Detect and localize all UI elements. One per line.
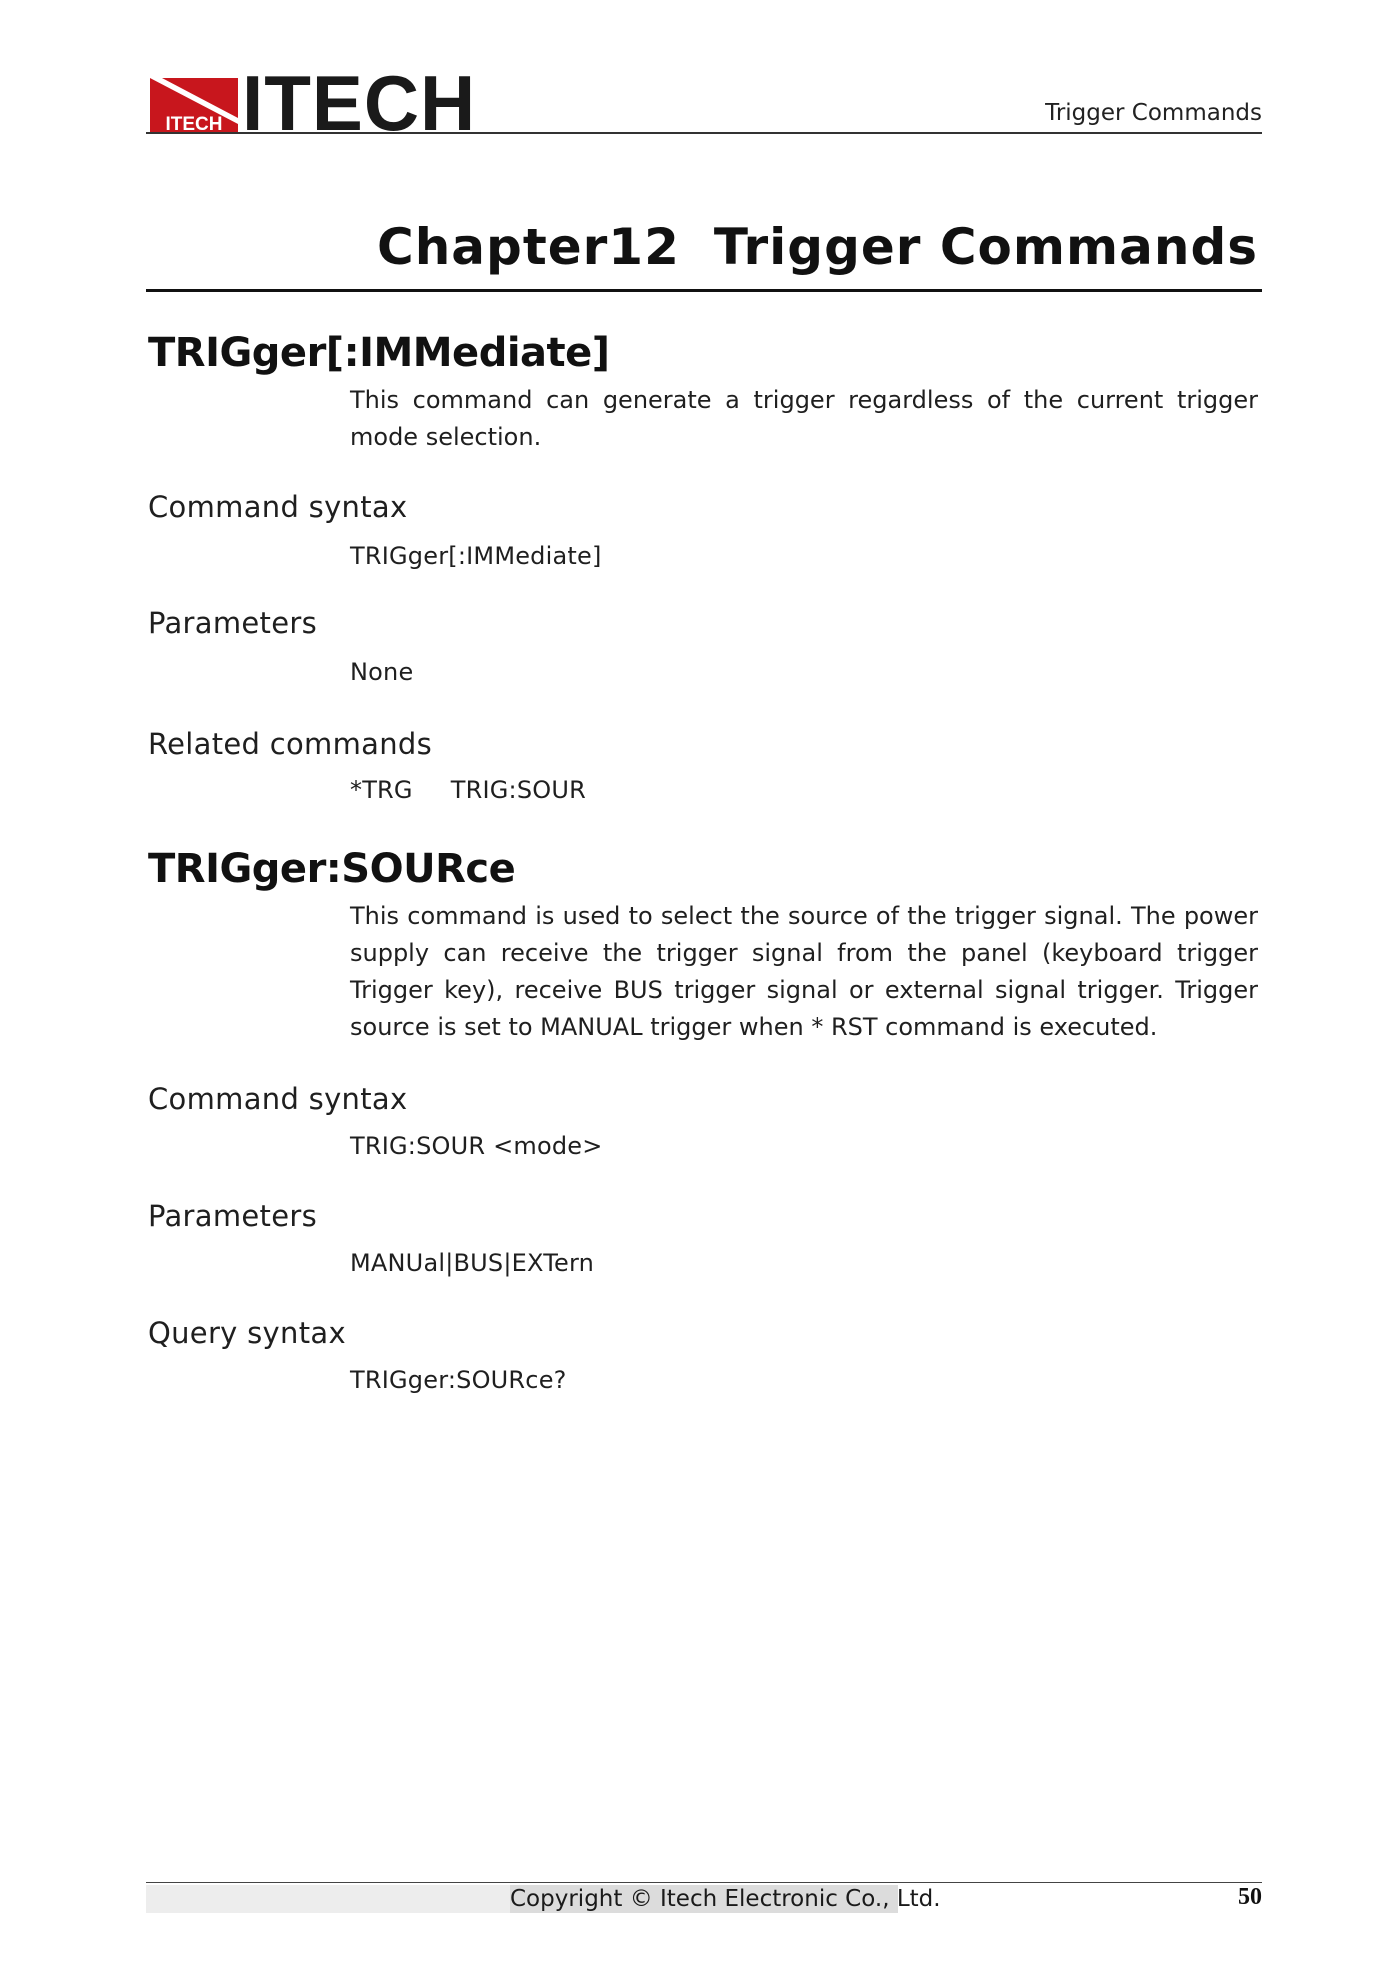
- logo-mark-text: ITECH: [165, 114, 223, 134]
- command-syntax-value: TRIGger[:IMMediate]: [350, 542, 602, 570]
- section-label-parameters: Parameters: [148, 1199, 317, 1233]
- section-label-query-syntax: Query syntax: [148, 1316, 346, 1350]
- logo-wordmark: ITECH: [242, 59, 477, 147]
- section-label-parameters: Parameters: [148, 606, 317, 640]
- footer-copyright: Copyright © Itech Electronic Co., Ltd.: [510, 1886, 941, 1912]
- itech-logo: [150, 59, 477, 147]
- header-divider: [146, 132, 1262, 134]
- footer-divider: [146, 1882, 1262, 1883]
- itech-logo-mark-icon: [150, 78, 238, 134]
- chapter-divider: [146, 289, 1262, 292]
- section-label-command-syntax: Command syntax: [148, 490, 408, 524]
- related-command-trg: *TRG: [350, 776, 413, 804]
- command-syntax-value: TRIG:SOUR <mode>: [350, 1132, 603, 1160]
- section-label-related-commands: Related commands: [148, 727, 433, 761]
- related-commands-value: [350, 776, 586, 804]
- command-description: This command is used to select the source of the trigger signal. The power supply can receive the trigger signal from the panel (keyboard trigger Trigger key), receive BUS trigger signal or external signal trigger. Trigger source is set to MANUAL trigger when * RST command is executed.: [350, 902, 1258, 1041]
- section-label-command-syntax: Command syntax: [148, 1082, 408, 1116]
- command-heading-trigger-source: TRIGger:SOURce: [148, 846, 516, 892]
- chapter-number: Chapter12: [377, 218, 680, 276]
- parameters-value: None: [350, 658, 414, 686]
- query-syntax-value: TRIGger:SOURce?: [350, 1366, 567, 1394]
- command-description: This command can generate a trigger regardless of the current trigger mode selection.: [350, 386, 1258, 451]
- related-command-trig-sour: TRIG:SOUR: [450, 776, 586, 804]
- page-number: 50: [1238, 1884, 1262, 1910]
- parameters-value: MANUal|BUS|EXTern: [350, 1249, 595, 1277]
- chapter-heading: [377, 218, 1258, 276]
- command-heading-trigger-immediate: TRIGger[:IMMediate]: [148, 330, 610, 376]
- running-header-title: Trigger Commands: [1045, 100, 1262, 126]
- chapter-title: Trigger Commands: [713, 218, 1258, 276]
